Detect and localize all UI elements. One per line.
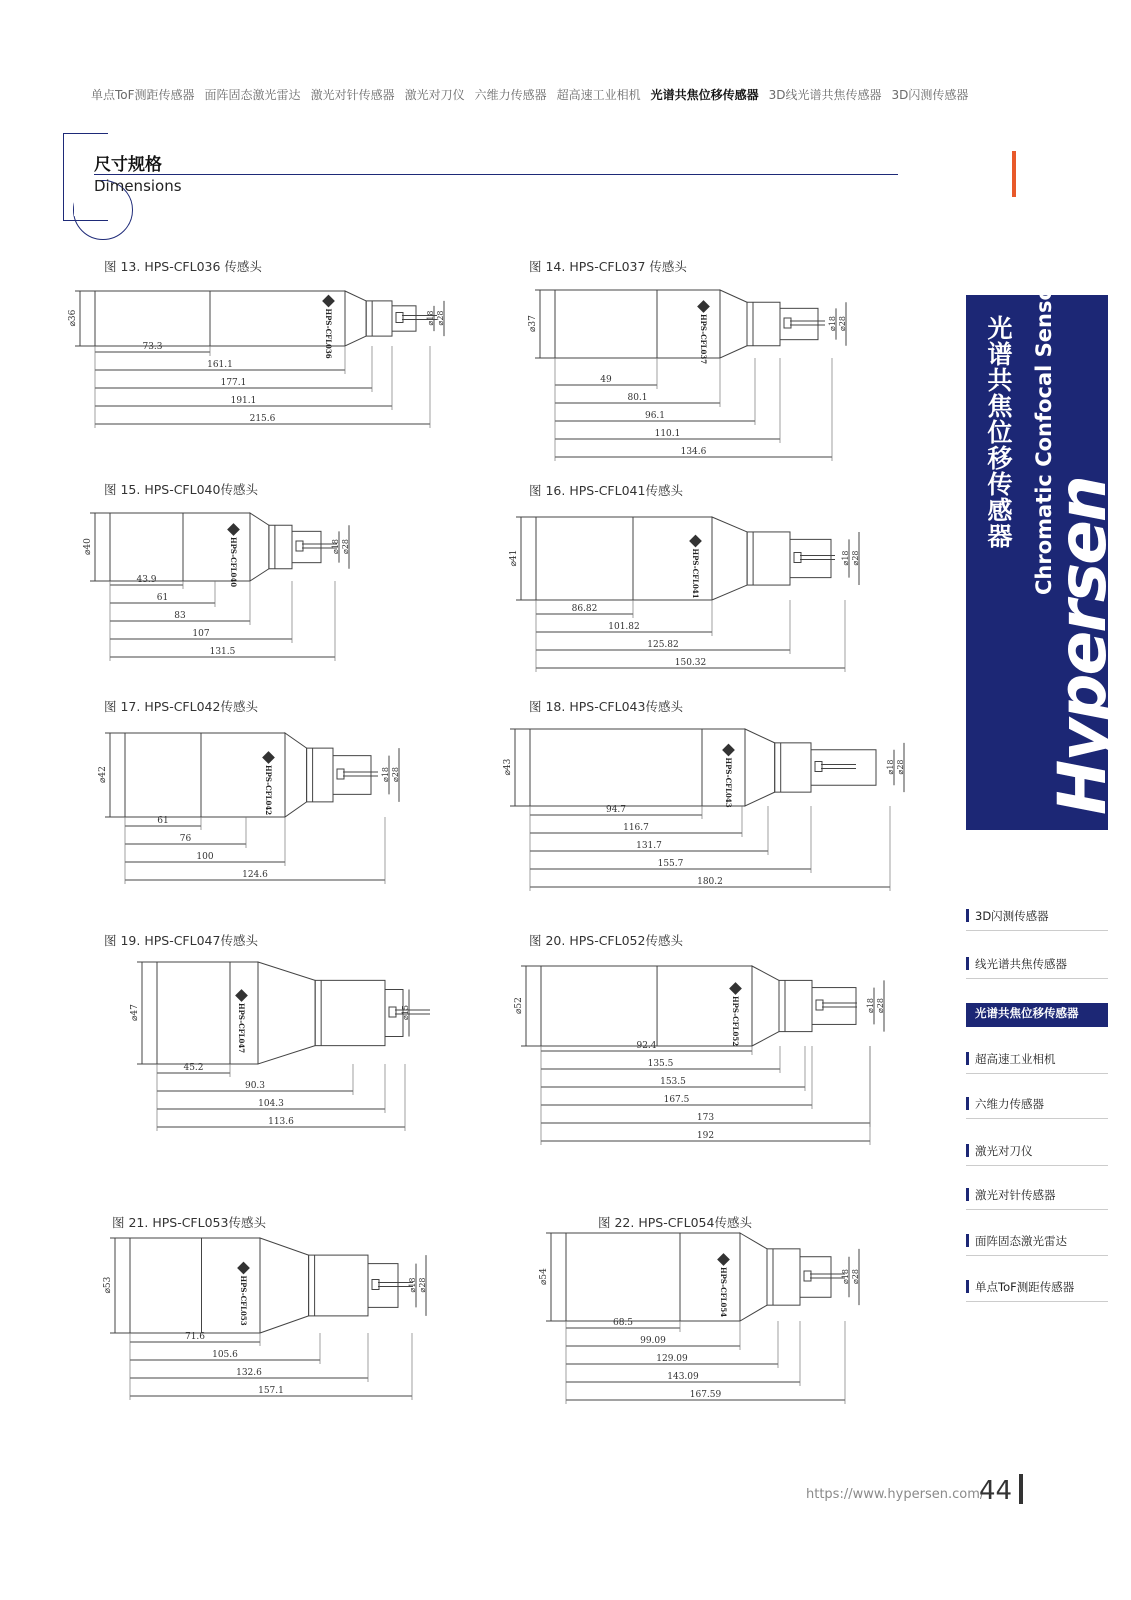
length-dimension-label: 132.6	[236, 1368, 262, 1378]
diameter-label: ⌀42	[98, 766, 108, 783]
sensor-taper	[345, 291, 366, 346]
length-dimension-label: 155.7	[657, 859, 684, 869]
length-dimension-label: 134.6	[680, 447, 707, 457]
length-dimension-label: 101.82	[608, 622, 640, 632]
diameter-label: ⌀47	[130, 1004, 140, 1021]
length-dimension-label: 131.7	[636, 841, 662, 851]
tip-diameter-label: ⌀18	[886, 759, 895, 775]
side-menu-label: 光谱共焦位移传感器	[975, 1006, 1079, 1020]
diameter-label: ⌀36	[68, 309, 78, 327]
length-dimension-label: 131.5	[209, 647, 236, 657]
tip-diameter-label: ⌀28	[436, 310, 445, 326]
nav-item[interactable]: 光谱共焦位移传感器	[650, 88, 759, 102]
model-label: HPS-CFL041	[691, 548, 700, 599]
figure-title: 图 16. HPS-CFL041传感头	[529, 483, 683, 498]
sensor-taper	[260, 1238, 309, 1333]
accent-bar	[1012, 151, 1016, 197]
sensor-neck	[309, 1255, 368, 1316]
length-dimension-label: 61	[156, 593, 169, 603]
length-dimension-label: 150.32	[674, 658, 707, 668]
sensor-taper	[712, 517, 747, 600]
tip-diameter-label: ⌀18	[426, 310, 435, 326]
length-dimension-label: 215.6	[249, 414, 276, 424]
length-dimension-label: 177.1	[220, 378, 247, 388]
side-menu-label: 面阵固态激光雷达	[975, 1234, 1067, 1248]
nav-item[interactable]: 3D闪测传感器	[891, 88, 969, 102]
sensor-neck	[307, 748, 333, 802]
figure-title: 图 13. HPS-CFL036 传感头	[104, 259, 262, 274]
body-logo-label	[717, 1253, 730, 1317]
sensor-body	[541, 966, 752, 1046]
length-dimension-label: 107	[192, 629, 210, 639]
diameter-label: ⌀43	[503, 758, 513, 776]
sensor-body	[125, 733, 285, 817]
brand-mark-icon	[235, 989, 248, 1002]
length-dimension-label: 192	[696, 1131, 715, 1141]
length-dimension-label: 71.6	[184, 1332, 206, 1342]
length-dimension-label: 124.6	[242, 870, 268, 880]
brand-mark-icon	[237, 1262, 250, 1275]
header-divider	[94, 174, 898, 175]
sensor-neck	[269, 525, 292, 569]
length-dimension-label: 76	[179, 834, 192, 844]
section-subtitle: Dimensions	[94, 177, 182, 195]
side-menu-label: 单点ToF测距传感器	[975, 1280, 1075, 1294]
sensor-neck	[767, 1249, 800, 1305]
body-logo-label	[262, 751, 275, 815]
body-logo-label	[237, 1262, 250, 1326]
side-menu-item[interactable]	[966, 906, 1108, 931]
figure-title: 图 14. HPS-CFL037 传感头	[529, 259, 687, 274]
tip-diameter-label: ⌀28	[851, 550, 860, 566]
sensor-tip	[292, 531, 321, 562]
side-menu-label: 线光谱共焦传感器	[975, 957, 1067, 971]
side-menu-label: 3D闪测传感器	[975, 909, 1049, 923]
sensor-tip	[385, 989, 403, 1036]
sensor-neck	[747, 532, 790, 585]
model-label: HPS-CFL053	[239, 1275, 248, 1326]
tip-diameter-label: ⌀15	[401, 1005, 410, 1020]
body-logo-label	[322, 295, 335, 359]
length-dimension-label: 173	[696, 1113, 715, 1123]
length-dimension-label: 73.3	[142, 342, 163, 352]
brand-mark-icon	[689, 535, 702, 548]
side-menu-label: 激光对刀仪	[975, 1144, 1033, 1158]
tip-diameter-label: ⌀28	[896, 759, 905, 775]
footer-url[interactable]: https://www.hypersen.com/	[806, 1487, 985, 1502]
sensor-taper	[752, 966, 779, 1046]
tip-diameter-label: ⌀28	[838, 316, 847, 331]
nav-item[interactable]: 激光对针传感器	[310, 88, 395, 102]
model-label: HPS-CFL040	[229, 537, 238, 588]
brand-mark-icon	[227, 523, 240, 536]
diameter-label: ⌀41	[509, 549, 519, 567]
side-menu-label: 六维力传感器	[975, 1097, 1044, 1111]
length-dimension-label: 113.6	[268, 1117, 294, 1127]
side-menu-item[interactable]	[966, 1049, 1108, 1074]
length-dimension-label: 161.1	[207, 360, 233, 370]
tip-diameter-label: ⌀18	[828, 316, 837, 331]
sensor-taper	[740, 1233, 767, 1321]
length-dimension-label: 105.6	[212, 1350, 238, 1360]
sensor-neck	[779, 980, 812, 1031]
nav-item[interactable]: 面阵固态激光雷达	[204, 88, 301, 102]
length-dimension-label: 68.5	[612, 1318, 634, 1328]
brand-mark-icon	[729, 982, 742, 995]
nav-item[interactable]: 单点ToF测距传感器	[91, 88, 195, 102]
brand-mark-icon	[717, 1253, 730, 1266]
sensor-body	[157, 962, 258, 1064]
length-dimension-label: 191.1	[230, 396, 257, 406]
sensor-neck	[775, 743, 811, 792]
length-dimension-label: 180.2	[697, 877, 723, 887]
model-label: HPS-CFL054	[719, 1267, 728, 1318]
sensor-taper	[250, 513, 269, 581]
top-nav	[91, 86, 1051, 103]
length-dimension-label: 116.7	[623, 823, 649, 833]
figure-title: 图 18. HPS-CFL043传感头	[529, 699, 683, 714]
tip-diameter-label: ⌀18	[841, 550, 850, 566]
tip-diameter-label: ⌀28	[391, 767, 400, 782]
brand-mark-icon	[697, 300, 710, 313]
brand-logo: Hypersen	[1044, 477, 1121, 815]
length-dimension-label: 80.1	[627, 393, 648, 403]
body-logo-label	[722, 744, 735, 808]
side-menu-item[interactable]	[966, 1141, 1108, 1166]
sensor-tip	[780, 308, 818, 339]
sensor-tip	[790, 539, 831, 577]
length-dimension-label: 167.5	[663, 1095, 690, 1105]
tip-diameter-label: ⌀18	[866, 998, 875, 1013]
sensor-body	[530, 729, 745, 806]
nav-item[interactable]: 六维力传感器	[474, 88, 547, 102]
sensor-tip	[333, 756, 371, 795]
nav-item[interactable]: 3D线光谱共焦传感器	[768, 88, 882, 102]
length-dimension-label: 45.2	[183, 1063, 204, 1073]
tip-diameter-label: ⌀18	[381, 767, 390, 782]
tip-diameter-label: ⌀28	[341, 539, 350, 554]
length-dimension-label: 153.5	[660, 1077, 686, 1087]
model-label: HPS-CFL042	[264, 765, 273, 816]
banner-title-en: Chromatic Confocal Sensor	[1032, 275, 1056, 595]
length-dimension-label: 129.09	[656, 1354, 688, 1364]
figure-title: 图 15. HPS-CFL040传感头	[104, 482, 258, 497]
length-dimension-label: 96.1	[644, 411, 666, 421]
side-menu-label: 激光对针传感器	[975, 1188, 1056, 1202]
diameter-label: ⌀54	[539, 1268, 549, 1285]
length-dimension-label: 83	[174, 611, 186, 621]
side-banner	[966, 275, 1121, 830]
body-logo-label	[729, 982, 742, 1046]
side-menu-item[interactable]	[966, 1185, 1108, 1210]
length-dimension-label: 99.09	[640, 1336, 666, 1346]
sensor-taper	[720, 290, 747, 358]
side-menu-item[interactable]	[966, 1277, 1108, 1302]
sensor-taper	[285, 733, 307, 817]
sensor-tip	[800, 1257, 831, 1298]
tip-diameter-label: ⌀18	[331, 539, 340, 554]
banner-title-zh: 光谱共焦位移传感器	[984, 315, 1013, 549]
nav-item[interactable]: 激光对刀仪	[404, 88, 465, 102]
tip-diameter-label: ⌀28	[876, 998, 885, 1013]
brand-mark-icon	[722, 744, 735, 757]
length-dimension-label: 61	[157, 816, 169, 826]
model-label: HPS-CFL052	[731, 996, 740, 1047]
side-menu-item[interactable]	[966, 1231, 1108, 1256]
sensor-body	[566, 1233, 740, 1321]
length-dimension-label: 86.82	[571, 604, 598, 614]
figure-title: 图 20. HPS-CFL052传感头	[529, 933, 683, 948]
length-dimension-label: 157.1	[258, 1386, 284, 1396]
diameter-label: ⌀52	[514, 997, 524, 1014]
brand-mark-icon	[322, 295, 335, 308]
side-menu-item[interactable]	[966, 1094, 1108, 1119]
side-menu-label: 超高速工业相机	[975, 1052, 1056, 1066]
body-logo-label	[235, 989, 248, 1053]
length-dimension-label: 125.82	[647, 640, 679, 650]
sensor-taper	[745, 729, 775, 806]
sensor-neck	[366, 301, 392, 336]
body-logo-label	[227, 523, 240, 587]
sensor-tip	[368, 1264, 398, 1308]
model-label: HPS-CFL036	[324, 308, 333, 359]
figure-title: 图 19. HPS-CFL047传感头	[104, 933, 258, 948]
model-label: HPS-CFL043	[724, 757, 733, 808]
figure-title: 图 22. HPS-CFL054传感头	[598, 1215, 752, 1230]
side-menu-item[interactable]	[966, 1003, 1108, 1027]
figure-title: 图 17. HPS-CFL042传感头	[104, 699, 258, 714]
body-logo-label	[689, 535, 702, 599]
length-dimension-label: 135.5	[647, 1059, 674, 1069]
diameter-label: ⌀53	[103, 1276, 113, 1294]
length-dimension-label: 100	[196, 852, 214, 862]
sensor-tip	[392, 306, 416, 331]
body-logo-label	[697, 300, 710, 364]
model-label: HPS-CFL047	[237, 1003, 246, 1054]
length-dimension-label: 143.09	[667, 1372, 699, 1382]
side-menu-item[interactable]	[966, 954, 1108, 979]
length-dimension-label: 167.59	[689, 1390, 722, 1400]
sensor-tip	[812, 988, 856, 1025]
brand-mark-icon	[262, 751, 275, 764]
tip-diameter-label: ⌀28	[418, 1277, 427, 1293]
length-dimension-label: 110.1	[654, 429, 681, 439]
sensor-neck	[315, 980, 385, 1045]
length-dimension-label: 43.9	[136, 575, 157, 585]
diameter-label: ⌀37	[528, 315, 538, 332]
tip-diameter-label: ⌀28	[851, 1269, 860, 1284]
length-dimension-label: 49	[600, 375, 612, 385]
footer-bar	[1019, 1474, 1023, 1504]
sensor-body	[110, 513, 250, 581]
sensor-body	[95, 291, 345, 346]
tip-diameter-label: ⌀18	[408, 1277, 417, 1293]
sensor-body	[130, 1238, 260, 1333]
length-dimension-label: 90.3	[244, 1081, 266, 1091]
figure-title: 图 21. HPS-CFL053传感头	[112, 1215, 266, 1230]
diameter-label: ⌀40	[83, 538, 93, 555]
sensor-tip	[811, 750, 876, 785]
section-title: 尺寸规格	[94, 155, 162, 175]
tip-diameter-label: ⌀18	[841, 1269, 850, 1284]
sensor-body	[536, 517, 712, 600]
sensor-neck	[747, 302, 780, 346]
sensor-body	[555, 290, 720, 358]
page-number: 44	[979, 1476, 1013, 1506]
length-dimension-label: 92.4	[636, 1041, 657, 1051]
model-label: HPS-CFL037	[699, 314, 708, 365]
sensor-taper	[258, 962, 315, 1064]
length-dimension-label: 104.3	[258, 1099, 284, 1109]
nav-item[interactable]: 超高速工业相机	[556, 88, 641, 102]
length-dimension-label: 94.7	[605, 805, 627, 815]
